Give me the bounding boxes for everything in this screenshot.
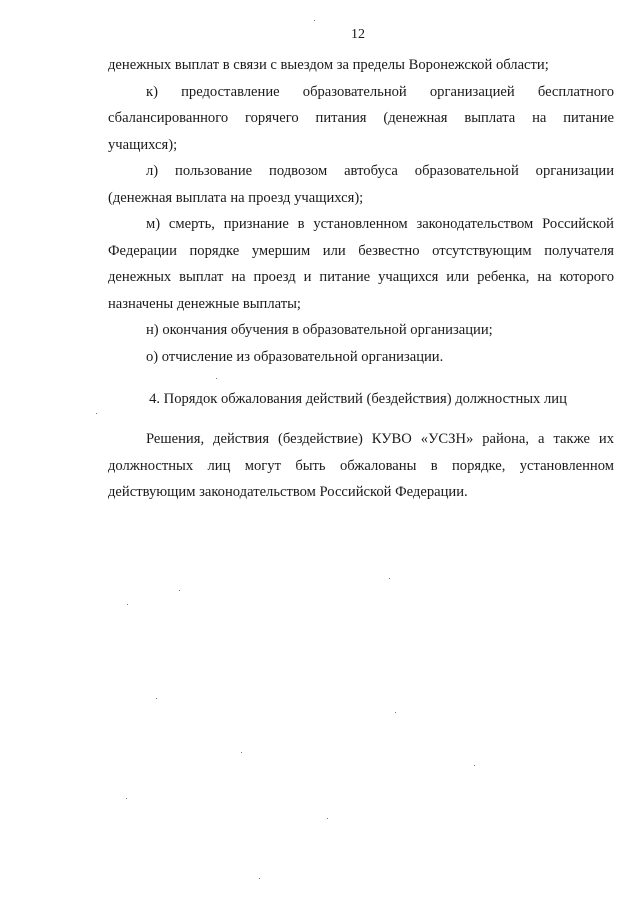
text-line: денежных выплат в связи с выездом за пределы Воронежской области; <box>108 57 549 73</box>
scan-speck <box>156 698 157 699</box>
text-line: о) отчисление из образовательной организации. <box>146 348 444 365</box>
text-line: (денежная выплата на проезд учащихся); <box>108 189 364 206</box>
scan-speck <box>389 578 390 579</box>
text-line: действующим законодательством Российской Федерации. <box>108 484 468 500</box>
scan-speck <box>179 590 180 591</box>
text-line: к) предоставление образовательной организацией бесплатного <box>146 83 614 100</box>
scan-speck <box>96 413 97 414</box>
scan-speck <box>127 604 128 605</box>
scan-speck <box>474 765 475 766</box>
text-line: назначены денежные выплаты; <box>108 295 301 312</box>
text-line: денежных выплат на проезд и питание учащихся или ребенка, на которого <box>108 269 614 285</box>
scan-speck <box>395 712 396 713</box>
text-line: л) пользование подвозом автобуса образовательной организации <box>146 163 614 179</box>
text-block-top <box>108 52 614 370</box>
text-line: Федерации порядке умершим или безвестно отсутствующим получателя <box>108 242 614 259</box>
scan-speck <box>314 20 315 21</box>
page-number: 12 <box>351 27 365 42</box>
text-line: м) смерть, признание в установленном законодательством Российской <box>146 216 614 232</box>
section-heading: 4. Порядок обжалования действий (бездействия) должностных лиц <box>149 391 567 407</box>
text-line: должностных лиц могут быть обжалованы в порядке, установленном <box>108 457 614 474</box>
text-line: учащихся); <box>108 136 178 153</box>
text-block-bottom <box>108 426 614 506</box>
scan-speck <box>259 878 260 879</box>
text-line: Решения, действия (бездействие) КУВО «УСЗН» района, а также их <box>146 431 614 447</box>
scan-speck <box>126 798 127 799</box>
text-line: сбалансированного горячего питания (денежная выплата на питание <box>108 110 614 126</box>
scan-speck <box>216 378 217 379</box>
text-line: н) окончания обучения в образовательной организации; <box>146 322 493 338</box>
scan-speck <box>241 752 242 753</box>
scan-speck <box>327 818 328 819</box>
